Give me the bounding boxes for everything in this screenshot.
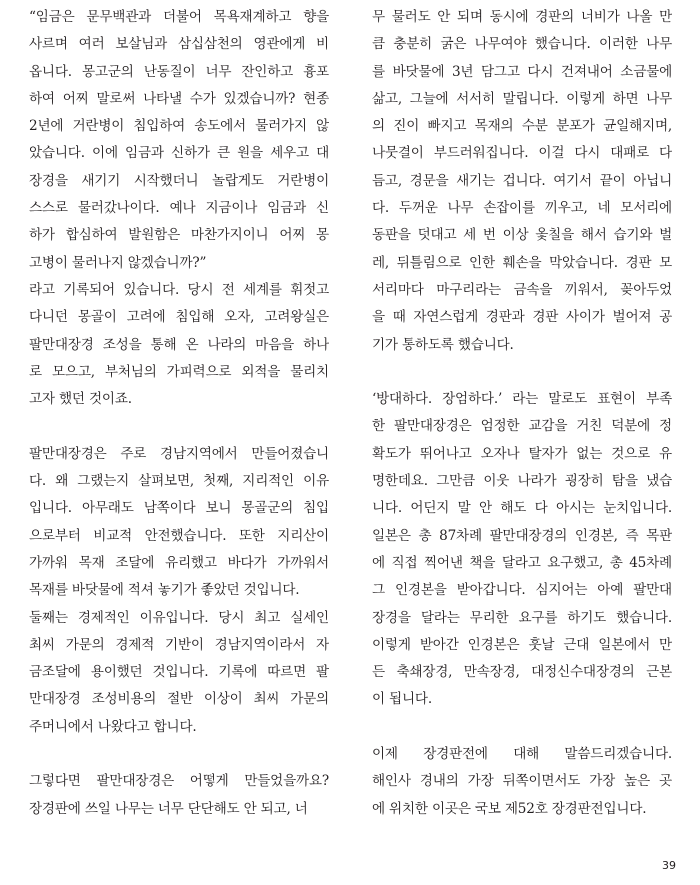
right-text-column <box>372 4 672 823</box>
text-line: 가까워 목재 조달에 유리했고 바다가 가까워서 <box>29 554 329 571</box>
text-line: 이렇게 받아간 인경본은 훗날 근대 일본에서 만 <box>372 636 672 653</box>
text-line: 장경을 달라는 무리한 요구를 하기도 했습니다. <box>372 609 672 626</box>
text-line: 다. 두꺼운 나무 손잡이를 끼우고, 네 모서리에 <box>372 200 672 217</box>
text-line: 기가 통하도록 했습니다. <box>372 336 514 353</box>
paragraph-spacer <box>29 741 329 768</box>
text-line: 최씨 가문의 경제적 기반이 경남지역이라서 자 <box>29 636 329 653</box>
paragraph <box>29 441 329 605</box>
text-line: 일본은 총 87차례 팔만대장경의 인경본, 즉 목판 <box>372 527 672 544</box>
text-line: 으로부터 비교적 안전했습니다. 또한 지리산이 <box>29 527 329 544</box>
text-line: 2년에 거란병이 침입하여 송도에서 물러가지 않 <box>29 118 329 135</box>
paragraph <box>372 386 672 714</box>
text-line: 옵니다. 몽고군의 난동질이 너무 잔인하고 흉포 <box>29 63 329 80</box>
text-line: 니다. 어딘지 말 안 해도 다 아시는 눈치입니다. <box>372 500 672 517</box>
text-line: 팔만대장경 조성을 통해 온 나라의 마음을 하나 <box>29 336 329 353</box>
text-line: 나뭇결이 부드러워집니다. 이걸 다시 대패로 다 <box>372 145 672 162</box>
paragraph-spacer <box>29 413 329 440</box>
paragraph <box>29 277 329 413</box>
text-line: 에 위치한 이곳은 국보 제52호 장경판전입니다. <box>372 800 647 817</box>
paragraph-spacer <box>372 359 672 386</box>
text-line: 그 인경본을 받아갑니다. 심지어는 아예 팔만대 <box>372 582 672 599</box>
paragraph <box>29 605 329 741</box>
text-line: 하여 어찌 말로써 나타낼 수가 있겠습니까? 현종 <box>29 90 329 107</box>
text-line: 팔만대장경은 주로 경남지역에서 만들어졌습니 <box>29 445 329 462</box>
text-line: 의 진이 빠지고 목재의 수분 분포가 균일해지며, <box>372 118 672 135</box>
text-line: 확도가 뛰어나고 오자나 탈자가 없는 것으로 유 <box>372 445 672 462</box>
text-line: 서리마다 마구리라는 금속을 끼워서, 꽂아두었 <box>372 281 672 298</box>
text-line: 레, 뒤틀림으로 인한 훼손을 막았습니다. 경판 모 <box>372 254 672 271</box>
paragraph <box>372 741 672 823</box>
left-text-column <box>29 4 329 823</box>
text-line: 이 됩니다. <box>372 691 432 708</box>
text-line: 목재를 바닷물에 적셔 놓기가 좋았던 것입니다. <box>29 582 300 599</box>
text-line: 을 때 자연스럽게 경판과 경판 사이가 벌어져 공 <box>372 309 672 326</box>
text-line: 에 직접 찍어낸 책을 달라고 요구했고, 총 45차례 <box>372 554 672 571</box>
text-line: “임금은 문무백관과 더불어 목욕재계하고 향을 <box>29 9 329 25</box>
text-line: 해인사 경내의 가장 뒤쪽이면서도 가장 높은 곳 <box>372 773 672 790</box>
text-line: 았습니다. 이에 임금과 신하가 큰 원을 세우고 대 <box>29 145 329 162</box>
text-line: 장경판에 쓰일 나무는 너무 단단해도 안 되고, 너 <box>29 800 308 817</box>
text-line: 스스로 물러갔나이다. 예나 지금이나 임금과 신 <box>29 200 329 217</box>
text-line: 고병이 물러나지 않겠습니까?” <box>29 254 207 271</box>
text-line: 고자 했던 것이죠. <box>29 391 132 408</box>
paragraph <box>372 4 672 359</box>
text-line: 다. 왜 그랬는지 살펴보면, 첫째, 지리적인 이유 <box>29 473 329 490</box>
text-line: 명한데요. 그만큼 이웃 나라가 굉장히 탐을 냈습 <box>372 473 672 490</box>
text-line: 큼 충분히 굵은 나무여야 했습니다. 이러한 나무 <box>372 36 672 53</box>
text-line: ‘방대하다. 장엄하다.’ 라는 말로도 표현이 부족 <box>372 391 672 408</box>
paragraph <box>29 768 329 823</box>
text-line: 동판을 덧대고 세 번 이상 옻칠을 해서 습기와 벌 <box>372 227 672 244</box>
text-line: 사르며 여러 보살님과 삼십삼천의 영관에게 비 <box>29 36 329 53</box>
text-line: 다니던 몽골이 고려에 침입해 오자, 고려왕실은 <box>29 309 329 326</box>
paragraph-spacer <box>372 714 672 741</box>
text-line: 주머니에서 나왔다고 합니다. <box>29 718 197 735</box>
text-line: 이제 장경판전에 대해 말씀드리겠습니다. <box>372 746 672 763</box>
paragraph <box>29 4 329 277</box>
text-line: 둘째는 경제적인 이유입니다. 당시 최고 실세인 <box>29 609 329 626</box>
text-line: 입니다. 아무래도 남쪽이다 보니 몽골군의 침입 <box>29 500 329 517</box>
text-line: 금조달에 용이했던 것입니다. 기록에 따르면 팔 <box>29 664 329 681</box>
text-line: 로 모으고, 부처님의 가피력으로 외적을 물리치 <box>29 363 329 380</box>
text-line: 무 물러도 안 되며 동시에 경판의 너비가 나올 만 <box>372 9 672 25</box>
text-line: 한 팔만대장경은 엄정한 교감을 거친 덕분에 정 <box>372 418 672 435</box>
text-line: 듬고, 경문을 새기는 겁니다. 여기서 끝이 아닙니 <box>372 172 672 189</box>
text-line: 를 바닷물에 3년 담그고 다시 건져내어 소금물에 <box>372 63 672 80</box>
text-line: 든 축쇄장경, 만속장경, 대정신수대장경의 근본 <box>372 664 672 681</box>
text-line: 만대장경 조성비용의 절반 이상이 최씨 가문의 <box>29 691 329 708</box>
text-line: 라고 기록되어 있습니다. 당시 전 세계를 휘젓고 <box>29 281 329 298</box>
text-line: 삶고, 그늘에 서서히 말립니다. 이렇게 하면 나무 <box>372 90 672 107</box>
page-number: 39 <box>662 859 676 872</box>
text-line: 하가 합심하여 발원함은 마찬가지이니 어찌 몽 <box>29 227 329 244</box>
text-line: 장경을 새기기 시작했더니 놀랍게도 거란병이 <box>29 172 329 189</box>
text-line: 그렇다면 팔만대장경은 어떻게 만들었을까요? <box>29 773 329 790</box>
